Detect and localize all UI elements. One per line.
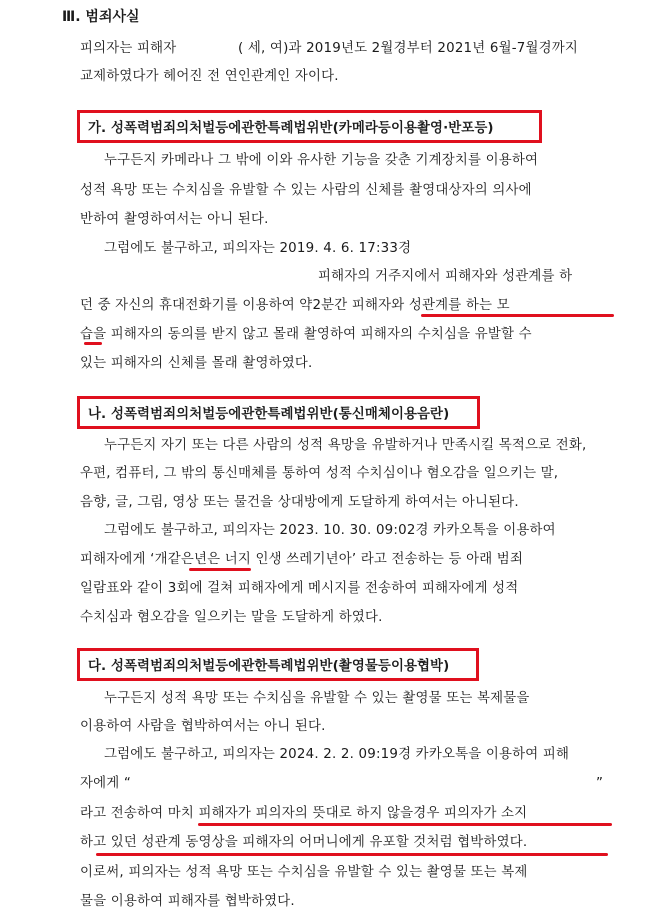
section-ga-line: 반하여 촬영하여서는 아니 된다. [80, 212, 269, 227]
section-da-line: 그럼에도 불구하고, 피의자는 2024. 2. 2. 09:19경 카카오톡을 이용하여 피해 [104, 747, 570, 762]
section-ga-line: 있는 피해자의 신체를 몰래 촬영하였다. [80, 356, 313, 371]
section-ga-line: 그럼에도 불구하고, 피의자는 2019. 4. 6. 17:33경 [104, 241, 412, 256]
section-ga-line: 피해자의 거주지에서 피해자와 성관계를 하 [318, 269, 573, 284]
section-title-ga: 가. 성폭력범죄의처벌등에관한특례법위반(카메라등이용촬영·반포등) [88, 121, 494, 136]
section-na-line: 그럼에도 불구하고, 피의자는 2023. 10. 30. 09:02경 카카오톡을 이용하여 [104, 523, 556, 538]
intro-line-1a: 피의자는 피해자 [80, 41, 177, 56]
section-da-line: 하고 있던 성관계 동영상을 피해자의 어머니에게 유포할 것처럼 협박하였다. [80, 835, 528, 850]
section-title-box-na [77, 396, 480, 429]
section-title-box-ga [77, 110, 542, 143]
section-da-line: 이로써, 피의자는 성적 욕망 또는 수치심을 유발할 수 있는 촬영물 또는 복제 [80, 865, 528, 880]
section-ga-line: 누구든지 카메라나 그 밖에 이와 유사한 기능을 갖춘 기계장치를 이용하여 [104, 153, 539, 168]
section-na-line: 우편, 컴퓨터, 그 밖의 통신매체를 통하여 성적 수치심이나 혐오감을 일으키는 말, [80, 466, 559, 481]
section-title-na: 나. 성폭력범죄의처벌등에관한특례법위반(통신매체이용음란) [88, 407, 450, 422]
highlight-underline [421, 314, 614, 317]
section-na-line: 수치심과 혐오감을 일으키는 말을 도달하게 하였다. [80, 610, 383, 625]
page-title: Ⅲ. 범죄사실 [62, 9, 140, 25]
section-da-line: 자에게 “ [80, 776, 131, 791]
section-na-line: 누구든지 자기 또는 다른 사람의 성적 욕망을 유발하거나 만족시킬 목적으로 전화, [104, 438, 587, 453]
section-title-da: 다. 성폭력범죄의처벌등에관한특례법위반(촬영물등이용협박) [88, 659, 450, 674]
section-da-line: 물을 이용하여 피해자를 협박하였다. [80, 894, 295, 909]
section-na-line: 일람표와 같이 3회에 걸쳐 피해자에게 메시지를 전송하여 피해자에게 성적 [80, 581, 519, 596]
highlight-underline [189, 568, 251, 571]
section-ga-line: 습을 피해자의 동의를 받지 않고 몰래 촬영하여 피해자의 수치심을 유발할 수 [80, 327, 532, 342]
section-na-line: 피해자에게 ‘개같은년은 너지 인생 쓰레기년아’ 라고 전송하는 등 아래 범죄 [80, 552, 524, 567]
section-da-line: 이용하여 사람을 협박하여서는 아니 된다. [80, 719, 326, 734]
intro-line-1b: ( 세, 여)과 2019년도 2월경부터 2021년 6월-7월경까지 [238, 41, 579, 56]
section-da-line: ” [596, 776, 604, 791]
section-ga-line: 던 중 자신의 휴대전화기를 이용하여 약2분간 피해자와 성관계를 하는 모 [80, 298, 510, 313]
section-na-line: 음향, 글, 그림, 영상 또는 물건을 상대방에게 도달하게 하여서는 아니된다. [80, 495, 519, 510]
section-da-line: 누구든지 성적 욕망 또는 수치심을 유발할 수 있는 촬영물 또는 복제물을 [104, 691, 530, 706]
section-ga-line: 성적 욕망 또는 수치심을 유발할 수 있는 사람의 신체를 촬영대상자의 의사에 [80, 183, 532, 198]
intro-line-2: 교제하였다가 헤어진 전 연인관계인 자이다. [80, 69, 339, 84]
section-title-box-da [77, 648, 479, 681]
section-da-line: 라고 전송하여 마치 피해자가 피의자의 뜻대로 하지 않을경우 피의자가 소지 [80, 806, 528, 821]
highlight-underline [96, 853, 608, 856]
highlight-underline [84, 342, 102, 345]
highlight-underline [198, 823, 612, 826]
